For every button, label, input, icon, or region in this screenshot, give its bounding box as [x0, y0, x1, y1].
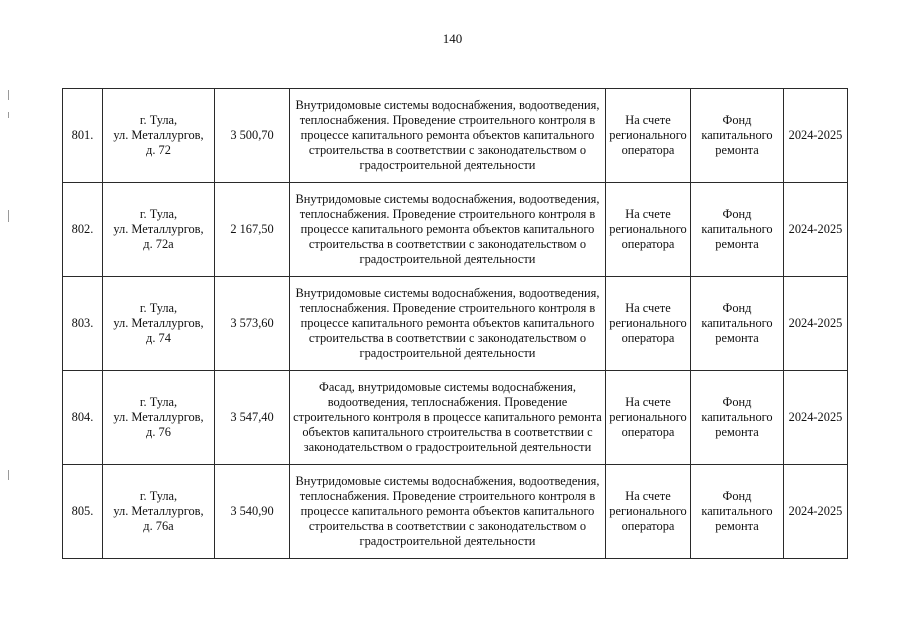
account-line: оператора — [621, 237, 675, 251]
address-cell — [103, 277, 215, 371]
address-cell — [103, 89, 215, 183]
works-description-cell: Внутридомовые системы водоснабжения, водоотведения, теплоснабжения. Проведение строительного контроля в процессе капитального ремонта объектов капитального строительства в соответствии с законодательством о градостроительной деятельности — [290, 277, 606, 371]
account-line: оператора — [621, 331, 675, 345]
fund-line: капитального — [701, 128, 773, 142]
fund-line: ремонта — [715, 143, 759, 157]
address-line: г. Тула, — [139, 301, 178, 315]
account-line: оператора — [621, 519, 675, 533]
fund-line: капитального — [701, 504, 773, 518]
address-line: г. Тула, — [139, 113, 178, 127]
address-line: ул. Металлургов, — [113, 128, 204, 142]
fund-line: ремонта — [715, 519, 759, 533]
account-line: На счете — [625, 113, 671, 127]
row-number: 801. — [63, 89, 103, 183]
row-number: 805. — [63, 465, 103, 559]
fund-cell — [691, 89, 784, 183]
account-line: регионального — [609, 410, 687, 424]
period-cell: 2024-2025 — [784, 277, 848, 371]
cost-cell: 3 540,90 — [215, 465, 290, 559]
cost-cell: 3 547,40 — [215, 371, 290, 465]
fund-cell — [691, 277, 784, 371]
table-row — [63, 277, 848, 371]
address-line: д. 74 — [146, 331, 171, 345]
account-cell — [606, 277, 691, 371]
address-line: г. Тула, — [139, 207, 178, 221]
fund-line: Фонд — [722, 207, 752, 221]
page-number: 140 — [442, 31, 463, 46]
account-cell — [606, 371, 691, 465]
address-line: д. 72а — [143, 237, 174, 251]
account-cell — [606, 465, 691, 559]
address-cell — [103, 183, 215, 277]
fund-line: ремонта — [715, 331, 759, 345]
fund-cell — [691, 371, 784, 465]
table-row — [63, 89, 848, 183]
fund-line: Фонд — [722, 301, 752, 315]
account-line: регионального — [609, 222, 687, 236]
account-line: На счете — [625, 489, 671, 503]
fund-cell — [691, 183, 784, 277]
row-number: 803. — [63, 277, 103, 371]
fund-line: ремонта — [715, 237, 759, 251]
cost-cell: 3 500,70 — [215, 89, 290, 183]
account-line: На счете — [625, 301, 671, 315]
fund-line: капитального — [701, 222, 773, 236]
address-cell — [103, 371, 215, 465]
period-cell: 2024-2025 — [784, 183, 848, 277]
works-description-cell: Фасад, внутридомовые системы водоснабжения, водоотведения, теплоснабжения. Проведение строительного контроля в процессе капитального ремонта объектов капитального строительства в соответствии с законодательством о градостроительной деятельности — [290, 371, 606, 465]
row-number: 804. — [63, 371, 103, 465]
account-line: На счете — [625, 207, 671, 221]
fund-line: Фонд — [722, 395, 752, 409]
address-line: ул. Металлургов, — [113, 410, 204, 424]
binding-margin-marks — [8, 60, 10, 500]
address-line: г. Тула, — [139, 489, 178, 503]
account-line: На счете — [625, 395, 671, 409]
account-cell — [606, 183, 691, 277]
period-cell: 2024-2025 — [784, 89, 848, 183]
fund-line: Фонд — [722, 113, 752, 127]
fund-line: Фонд — [722, 489, 752, 503]
account-cell — [606, 89, 691, 183]
works-description-cell: Внутридомовые системы водоснабжения, водоотведения, теплоснабжения. Проведение строительного контроля в процессе капитального ремонта объектов капитального строительства в соответствии с законодательством о градостроительной деятельности — [290, 183, 606, 277]
account-line: оператора — [621, 143, 675, 157]
period-cell: 2024-2025 — [784, 371, 848, 465]
fund-cell — [691, 465, 784, 559]
account-line: регионального — [609, 504, 687, 518]
fund-line: ремонта — [715, 425, 759, 439]
address-line: д. 76 — [146, 425, 171, 439]
account-line: регионального — [609, 128, 687, 142]
address-line: д. 76а — [143, 519, 174, 533]
row-number: 802. — [63, 183, 103, 277]
account-line: оператора — [621, 425, 675, 439]
period-cell: 2024-2025 — [784, 465, 848, 559]
table-row — [63, 465, 848, 559]
account-line: регионального — [609, 316, 687, 330]
address-line: ул. Металлургов, — [113, 222, 204, 236]
table-row — [63, 371, 848, 465]
cost-cell: 3 573,60 — [215, 277, 290, 371]
address-line: ул. Металлургов, — [113, 316, 204, 330]
address-line: д. 72 — [146, 143, 171, 157]
fund-line: капитального — [701, 316, 773, 330]
cost-cell: 2 167,50 — [215, 183, 290, 277]
address-line: г. Тула, — [139, 395, 178, 409]
works-description-cell: Внутридомовые системы водоснабжения, водоотведения, теплоснабжения. Проведение строительного контроля в процессе капитального ремонта объектов капитального строительства в соответствии с законодательством о градостроительной деятельности — [290, 465, 606, 559]
table-body — [63, 89, 848, 559]
fund-line: капитального — [701, 410, 773, 424]
table-row — [63, 183, 848, 277]
works-description-cell: Внутридомовые системы водоснабжения, водоотведения, теплоснабжения. Проведение строительного контроля в процессе капитального ремонта объектов капитального строительства в соответствии с законодательством о градостроительной деятельности — [290, 89, 606, 183]
address-line: ул. Металлургов, — [113, 504, 204, 518]
address-cell — [103, 465, 215, 559]
repair-schedule-table — [62, 88, 848, 559]
